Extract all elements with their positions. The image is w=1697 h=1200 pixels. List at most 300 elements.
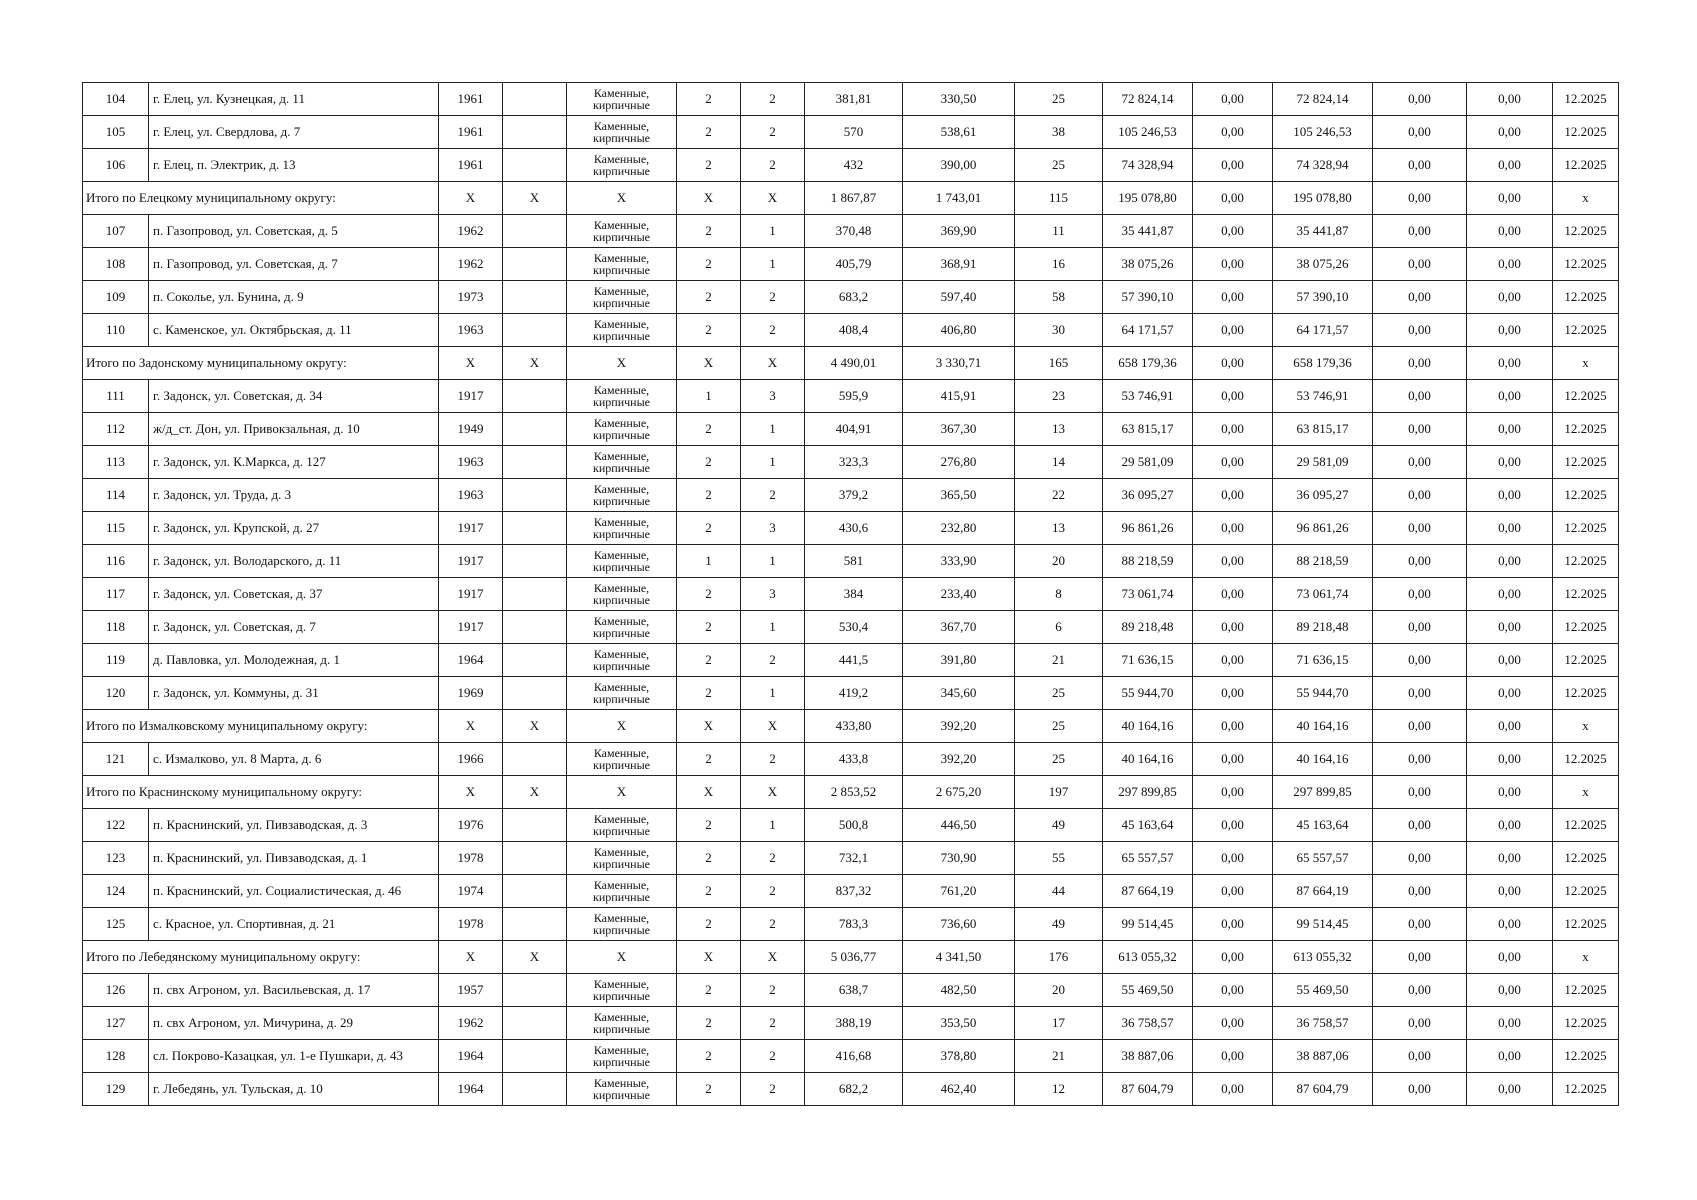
residents-cell: 55 [1015, 842, 1103, 875]
wall-material-line2: кирпичные [593, 164, 650, 178]
other-funds-cell: 0,00 [1373, 380, 1467, 413]
year-cell: 1964 [439, 644, 503, 677]
x-cell: X [503, 710, 567, 743]
empty-cell [503, 677, 567, 710]
fund-cell: 0,00 [1193, 1040, 1273, 1073]
floors-cell: 2 [677, 1007, 741, 1040]
entrances-cell: 2 [741, 281, 805, 314]
total-cost-cell: 53 746,91 [1103, 380, 1193, 413]
completion-date-cell: 12.2025 [1553, 842, 1619, 875]
wall-material-cell [567, 281, 677, 314]
wall-material-line2: кирпичные [593, 626, 650, 640]
residents-cell: 23 [1015, 380, 1103, 413]
wall-material-cell [567, 1007, 677, 1040]
floors-cell: 2 [677, 314, 741, 347]
other-funds-cell: 0,00 [1373, 1007, 1467, 1040]
empty-cell [503, 809, 567, 842]
fund-cell: 0,00 [1193, 908, 1273, 941]
row-number: 123 [83, 842, 149, 875]
total-area-cell: 433,8 [805, 743, 903, 776]
completion-date-cell: 12.2025 [1553, 875, 1619, 908]
wall-material-cell [567, 875, 677, 908]
wall-material-line2: кирпичные [593, 131, 650, 145]
total-area-cell: 433,80 [805, 710, 903, 743]
residents-cell: 176 [1015, 941, 1103, 974]
fund-cell: 0,00 [1193, 83, 1273, 116]
row-number: 111 [83, 380, 149, 413]
total-area-cell: 432 [805, 149, 903, 182]
address-cell: п. Краснинский, ул. Пивзаводская, д. 3 [149, 809, 439, 842]
empty-cell [503, 1040, 567, 1073]
living-area-cell: 462,40 [903, 1073, 1015, 1106]
table-row [83, 908, 1619, 941]
table-row [83, 842, 1619, 875]
row-number: 121 [83, 743, 149, 776]
entrances-cell: 2 [741, 644, 805, 677]
wall-material-line1: Каменные, [593, 746, 650, 760]
extra-funds-cell: 0,00 [1467, 710, 1553, 743]
table-row [83, 1073, 1619, 1106]
living-area-cell: 4 341,50 [903, 941, 1015, 974]
other-funds-cell: 0,00 [1373, 446, 1467, 479]
other-funds-cell: 0,00 [1373, 710, 1467, 743]
year-cell: 1963 [439, 446, 503, 479]
living-area-cell: 391,80 [903, 644, 1015, 677]
floors-cell: 2 [677, 974, 741, 1007]
residents-cell: 6 [1015, 611, 1103, 644]
address-cell: г. Елец, п. Электрик, д. 13 [149, 149, 439, 182]
total-cost-cell: 55 469,50 [1103, 974, 1193, 1007]
living-area-cell: 276,80 [903, 446, 1015, 479]
wall-material-cell [567, 512, 677, 545]
owners-funds-cell: 297 899,85 [1273, 776, 1373, 809]
owners-funds-cell: 40 164,16 [1273, 710, 1373, 743]
subtotal-row [83, 347, 1619, 380]
entrances-cell: 1 [741, 215, 805, 248]
owners-funds-cell: 65 557,57 [1273, 842, 1373, 875]
address-cell: д. Павловка, ул. Молодежная, д. 1 [149, 644, 439, 677]
completion-date-cell: 12.2025 [1553, 116, 1619, 149]
year-cell: 1978 [439, 908, 503, 941]
wall-material-line1: Каменные, [593, 383, 650, 397]
completion-date-cell: 12.2025 [1553, 677, 1619, 710]
total-cost-cell: 45 163,64 [1103, 809, 1193, 842]
residents-cell: 13 [1015, 413, 1103, 446]
other-funds-cell: 0,00 [1373, 776, 1467, 809]
fund-cell: 0,00 [1193, 743, 1273, 776]
year-cell: 1966 [439, 743, 503, 776]
owners-funds-cell: 99 514,45 [1273, 908, 1373, 941]
total-area-cell: 388,19 [805, 1007, 903, 1040]
empty-cell [503, 281, 567, 314]
extra-funds-cell: 0,00 [1467, 347, 1553, 380]
wall-material-line2: кирпичные [593, 560, 650, 574]
row-number: 109 [83, 281, 149, 314]
owners-funds-cell: 35 441,87 [1273, 215, 1373, 248]
wall-material-line2: кирпичные [593, 230, 650, 244]
extra-funds-cell: 0,00 [1467, 545, 1553, 578]
fund-cell: 0,00 [1193, 347, 1273, 380]
other-funds-cell: 0,00 [1373, 743, 1467, 776]
fund-cell: 0,00 [1193, 941, 1273, 974]
completion-date-cell: 12.2025 [1553, 1073, 1619, 1106]
residents-cell: 16 [1015, 248, 1103, 281]
total-area-cell: 379,2 [805, 479, 903, 512]
address-cell: г. Задонск, ул. К.Маркса, д. 127 [149, 446, 439, 479]
floors-cell: 1 [677, 380, 741, 413]
total-area-cell: 1 867,87 [805, 182, 903, 215]
address-cell: п. Краснинский, ул. Пивзаводская, д. 1 [149, 842, 439, 875]
address-cell: г. Задонск, ул. Володарского, д. 11 [149, 545, 439, 578]
floors-cell: X [677, 347, 741, 380]
wall-material-cell [567, 809, 677, 842]
year-cell: 1917 [439, 545, 503, 578]
total-area-cell: 370,48 [805, 215, 903, 248]
row-number: 122 [83, 809, 149, 842]
wall-material-line1: Каменные, [593, 284, 650, 298]
entrances-cell: 2 [741, 875, 805, 908]
wall-material-line2: кирпичные [593, 989, 650, 1003]
empty-cell [503, 149, 567, 182]
floors-cell: X [677, 182, 741, 215]
owners-funds-cell: 88 218,59 [1273, 545, 1373, 578]
x-cell: X [503, 182, 567, 215]
completion-date-cell: x [1553, 776, 1619, 809]
floors-cell: 2 [677, 809, 741, 842]
entrances-cell: 2 [741, 116, 805, 149]
floors-cell: 2 [677, 677, 741, 710]
living-area-cell: 378,80 [903, 1040, 1015, 1073]
completion-date-cell: x [1553, 347, 1619, 380]
year-cell: 1978 [439, 842, 503, 875]
extra-funds-cell: 0,00 [1467, 875, 1553, 908]
living-area-cell: 538,61 [903, 116, 1015, 149]
living-area-cell: 482,50 [903, 974, 1015, 1007]
year-cell: 1962 [439, 248, 503, 281]
row-number: 127 [83, 1007, 149, 1040]
wall-material-line2: кирпичные [593, 1022, 650, 1036]
year-cell: 1962 [439, 215, 503, 248]
completion-date-cell: 12.2025 [1553, 215, 1619, 248]
living-area-cell: 730,90 [903, 842, 1015, 875]
empty-cell [503, 380, 567, 413]
table-row [83, 380, 1619, 413]
row-number: 120 [83, 677, 149, 710]
row-number: 117 [83, 578, 149, 611]
row-number: 126 [83, 974, 149, 1007]
total-area-cell: 570 [805, 116, 903, 149]
living-area-cell: 367,70 [903, 611, 1015, 644]
total-cost-cell: 658 179,36 [1103, 347, 1193, 380]
living-area-cell: 406,80 [903, 314, 1015, 347]
other-funds-cell: 0,00 [1373, 611, 1467, 644]
floors-cell: 2 [677, 1040, 741, 1073]
entrances-cell: 2 [741, 83, 805, 116]
wall-material-cell [567, 611, 677, 644]
residents-cell: 58 [1015, 281, 1103, 314]
wall-material-cell [567, 413, 677, 446]
year-cell: 1964 [439, 1073, 503, 1106]
total-cost-cell: 87 664,19 [1103, 875, 1193, 908]
living-area-cell: 736,60 [903, 908, 1015, 941]
completion-date-cell: 12.2025 [1553, 743, 1619, 776]
table-row [83, 644, 1619, 677]
fund-cell: 0,00 [1193, 479, 1273, 512]
address-cell: сл. Покрово-Казацкая, ул. 1-е Пушкари, д. 43 [149, 1040, 439, 1073]
total-cost-cell: 64 171,57 [1103, 314, 1193, 347]
year-cell: X [439, 776, 503, 809]
address-cell: с. Красное, ул. Спортивная, д. 21 [149, 908, 439, 941]
total-cost-cell: 613 055,32 [1103, 941, 1193, 974]
owners-funds-cell: 40 164,16 [1273, 743, 1373, 776]
floors-cell: 2 [677, 149, 741, 182]
entrances-cell: 2 [741, 1007, 805, 1040]
total-cost-cell: 73 061,74 [1103, 578, 1193, 611]
total-cost-cell: 99 514,45 [1103, 908, 1193, 941]
living-area-cell: 597,40 [903, 281, 1015, 314]
owners-funds-cell: 63 815,17 [1273, 413, 1373, 446]
address-cell: г. Задонск, ул. Коммуны, д. 31 [149, 677, 439, 710]
completion-date-cell: 12.2025 [1553, 149, 1619, 182]
extra-funds-cell: 0,00 [1467, 644, 1553, 677]
extra-funds-cell: 0,00 [1467, 974, 1553, 1007]
wall-material-cell [567, 314, 677, 347]
wall-material-cell [567, 644, 677, 677]
address-cell: п. Газопровод, ул. Советская, д. 5 [149, 215, 439, 248]
fund-cell: 0,00 [1193, 314, 1273, 347]
wall-material-cell: X [567, 776, 677, 809]
floors-cell: 2 [677, 842, 741, 875]
living-area-cell: 369,90 [903, 215, 1015, 248]
x-cell: X [503, 347, 567, 380]
extra-funds-cell: 0,00 [1467, 776, 1553, 809]
extra-funds-cell: 0,00 [1467, 380, 1553, 413]
completion-date-cell: 12.2025 [1553, 974, 1619, 1007]
total-area-cell: 416,68 [805, 1040, 903, 1073]
entrances-cell: 1 [741, 248, 805, 281]
floors-cell: 2 [677, 215, 741, 248]
empty-cell [503, 644, 567, 677]
total-area-cell: 381,81 [805, 83, 903, 116]
wall-material-cell [567, 380, 677, 413]
wall-material-line2: кирпичные [593, 461, 650, 475]
owners-funds-cell: 55 944,70 [1273, 677, 1373, 710]
other-funds-cell: 0,00 [1373, 941, 1467, 974]
extra-funds-cell: 0,00 [1467, 116, 1553, 149]
wall-material-line1: Каменные, [593, 680, 650, 694]
wall-material-cell: X [567, 710, 677, 743]
residents-cell: 17 [1015, 1007, 1103, 1040]
owners-funds-cell: 195 078,80 [1273, 182, 1373, 215]
wall-material-cell [567, 545, 677, 578]
fund-cell: 0,00 [1193, 875, 1273, 908]
living-area-cell: 2 675,20 [903, 776, 1015, 809]
residents-cell: 25 [1015, 710, 1103, 743]
year-cell: X [439, 710, 503, 743]
other-funds-cell: 0,00 [1373, 644, 1467, 677]
wall-material-cell: X [567, 182, 677, 215]
total-cost-cell: 88 218,59 [1103, 545, 1193, 578]
entrances-cell: 1 [741, 809, 805, 842]
other-funds-cell: 0,00 [1373, 677, 1467, 710]
other-funds-cell: 0,00 [1373, 578, 1467, 611]
row-number: 106 [83, 149, 149, 182]
other-funds-cell: 0,00 [1373, 545, 1467, 578]
floors-cell: 2 [677, 875, 741, 908]
owners-funds-cell: 29 581,09 [1273, 446, 1373, 479]
table-row [83, 875, 1619, 908]
floors-cell: 2 [677, 446, 741, 479]
empty-cell [503, 743, 567, 776]
wall-material-line2: кирпичные [593, 395, 650, 409]
owners-funds-cell: 53 746,91 [1273, 380, 1373, 413]
year-cell: 1917 [439, 611, 503, 644]
entrances-cell: 1 [741, 677, 805, 710]
wall-material-line2: кирпичные [593, 296, 650, 310]
other-funds-cell: 0,00 [1373, 512, 1467, 545]
living-area-cell: 390,00 [903, 149, 1015, 182]
owners-funds-cell: 87 664,19 [1273, 875, 1373, 908]
residents-cell: 49 [1015, 908, 1103, 941]
empty-cell [503, 446, 567, 479]
wall-material-line2: кирпичные [593, 890, 650, 904]
total-cost-cell: 89 218,48 [1103, 611, 1193, 644]
floors-cell: 2 [677, 1073, 741, 1106]
wall-material-line2: кирпичные [593, 428, 650, 442]
entrances-cell: X [741, 182, 805, 215]
floors-cell: 2 [677, 83, 741, 116]
wall-material-line2: кирпичные [593, 659, 650, 673]
wall-material-line1: Каменные, [593, 647, 650, 661]
owners-funds-cell: 36 758,57 [1273, 1007, 1373, 1040]
year-cell: 1961 [439, 83, 503, 116]
owners-funds-cell: 96 861,26 [1273, 512, 1373, 545]
entrances-cell: 2 [741, 842, 805, 875]
wall-material-line1: Каменные, [593, 614, 650, 628]
wall-material-line1: Каменные, [593, 878, 650, 892]
fund-cell: 0,00 [1193, 1007, 1273, 1040]
year-cell: 1976 [439, 809, 503, 842]
total-area-cell: 2 853,52 [805, 776, 903, 809]
empty-cell [503, 908, 567, 941]
entrances-cell: 2 [741, 743, 805, 776]
fund-cell: 0,00 [1193, 1073, 1273, 1106]
year-cell: 1917 [439, 380, 503, 413]
wall-material-line1: Каменные, [593, 86, 650, 100]
residents-cell: 22 [1015, 479, 1103, 512]
fund-cell: 0,00 [1193, 974, 1273, 1007]
wall-material-cell: X [567, 347, 677, 380]
total-cost-cell: 57 390,10 [1103, 281, 1193, 314]
empty-cell [503, 248, 567, 281]
total-cost-cell: 38 075,26 [1103, 248, 1193, 281]
x-cell: X [503, 941, 567, 974]
year-cell: 1917 [439, 512, 503, 545]
other-funds-cell: 0,00 [1373, 83, 1467, 116]
fund-cell: 0,00 [1193, 842, 1273, 875]
subtotal-label: Итого по Елецкому муниципальному округу: [83, 182, 439, 215]
floors-cell: 2 [677, 578, 741, 611]
extra-funds-cell: 0,00 [1467, 281, 1553, 314]
total-cost-cell: 71 636,15 [1103, 644, 1193, 677]
extra-funds-cell: 0,00 [1467, 941, 1553, 974]
residents-cell: 14 [1015, 446, 1103, 479]
total-area-cell: 4 490,01 [805, 347, 903, 380]
row-number: 105 [83, 116, 149, 149]
completion-date-cell: 12.2025 [1553, 281, 1619, 314]
wall-material-line2: кирпичные [593, 758, 650, 772]
living-area-cell: 392,20 [903, 710, 1015, 743]
extra-funds-cell: 0,00 [1467, 677, 1553, 710]
empty-cell [503, 512, 567, 545]
address-cell: ж/д_ст. Дон, ул. Привокзальная, д. 10 [149, 413, 439, 446]
extra-funds-cell: 0,00 [1467, 578, 1553, 611]
extra-funds-cell: 0,00 [1467, 1073, 1553, 1106]
other-funds-cell: 0,00 [1373, 116, 1467, 149]
table-body [83, 83, 1619, 1106]
total-area-cell: 683,2 [805, 281, 903, 314]
fund-cell: 0,00 [1193, 677, 1273, 710]
table-row [83, 281, 1619, 314]
floors-cell: 2 [677, 743, 741, 776]
wall-material-line1: Каменные, [593, 152, 650, 166]
year-cell: X [439, 347, 503, 380]
other-funds-cell: 0,00 [1373, 875, 1467, 908]
completion-date-cell: x [1553, 710, 1619, 743]
other-funds-cell: 0,00 [1373, 479, 1467, 512]
total-area-cell: 581 [805, 545, 903, 578]
row-number: 124 [83, 875, 149, 908]
year-cell: 1963 [439, 479, 503, 512]
extra-funds-cell: 0,00 [1467, 611, 1553, 644]
residents-cell: 165 [1015, 347, 1103, 380]
residents-cell: 115 [1015, 182, 1103, 215]
living-area-cell: 330,50 [903, 83, 1015, 116]
owners-funds-cell: 64 171,57 [1273, 314, 1373, 347]
fund-cell: 0,00 [1193, 446, 1273, 479]
wall-material-cell [567, 842, 677, 875]
table-row [83, 248, 1619, 281]
wall-material-line1: Каменные, [593, 317, 650, 331]
wall-material-line1: Каменные, [593, 251, 650, 265]
address-cell: г. Задонск, ул. Труда, д. 3 [149, 479, 439, 512]
completion-date-cell: 12.2025 [1553, 644, 1619, 677]
wall-material-line1: Каменные, [593, 581, 650, 595]
year-cell: 1917 [439, 578, 503, 611]
fund-cell: 0,00 [1193, 578, 1273, 611]
entrances-cell: 1 [741, 413, 805, 446]
fund-cell: 0,00 [1193, 413, 1273, 446]
entrances-cell: 2 [741, 974, 805, 1007]
address-cell: г. Задонск, ул. Советская, д. 37 [149, 578, 439, 611]
living-area-cell: 353,50 [903, 1007, 1015, 1040]
owners-funds-cell: 73 061,74 [1273, 578, 1373, 611]
table-row [83, 446, 1619, 479]
owners-funds-cell: 105 246,53 [1273, 116, 1373, 149]
wall-material-line2: кирпичные [593, 923, 650, 937]
empty-cell [503, 875, 567, 908]
completion-date-cell: 12.2025 [1553, 413, 1619, 446]
table-row [83, 611, 1619, 644]
address-cell: с. Измалково, ул. 8 Марта, д. 6 [149, 743, 439, 776]
empty-cell [503, 578, 567, 611]
extra-funds-cell: 0,00 [1467, 83, 1553, 116]
year-cell: 1963 [439, 314, 503, 347]
row-number: 104 [83, 83, 149, 116]
owners-funds-cell: 72 824,14 [1273, 83, 1373, 116]
extra-funds-cell: 0,00 [1467, 743, 1553, 776]
fund-cell: 0,00 [1193, 116, 1273, 149]
